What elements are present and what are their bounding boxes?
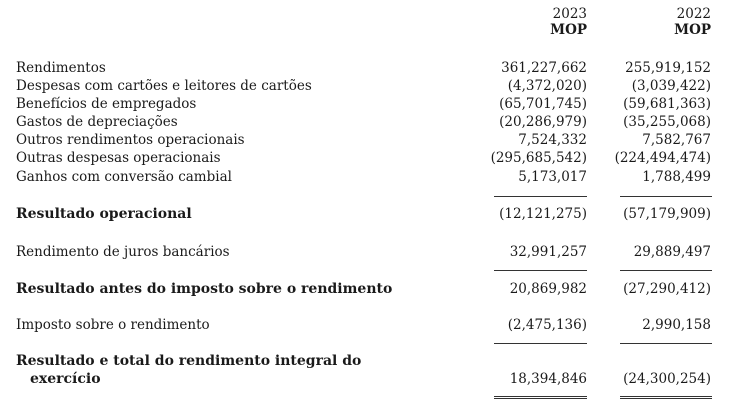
value-2023: 361,227,662 [501,60,587,76]
value-2023: 5,173,017 [518,169,587,185]
value-2023: 32,991,257 [509,244,587,260]
currency-header: MOP [550,22,587,38]
row-label: Gastos de depreciações [16,114,178,130]
value-2023: (4,372,020) [507,78,587,94]
table-row [0,243,729,261]
value-2023: (65,701,745) [499,96,587,112]
table-row [0,59,729,77]
row-label: Rendimentos [16,60,106,76]
year-header: 2022 [676,6,711,22]
value-2023: (20,286,979) [499,114,587,130]
column-header-2022 [674,6,711,38]
total-result-row [0,370,729,388]
subtotal-rule [494,196,587,197]
value-2022: (59,681,363) [623,96,711,112]
total-double-rule [494,396,587,399]
value-2022: (27,290,412) [623,281,711,297]
value-2022: 2,990,158 [642,317,711,333]
subtotal-rule [494,270,587,271]
value-2022: (35,255,068) [623,114,711,130]
value-2022: (3,039,422) [631,78,711,94]
value-2022: 1,788,499 [642,169,711,185]
table-row [0,168,729,186]
value-2022: 255,919,152 [625,60,711,76]
row-label: Resultado e total do rendimento integral do [16,353,362,369]
value-2023: (295,685,542) [490,150,587,166]
row-label: Despesas com cartões e leitores de cartões [16,78,312,94]
table-row [0,113,729,131]
value-2023: 7,524,332 [518,132,587,148]
value-2023: 20,869,982 [509,281,587,297]
table-row [0,131,729,149]
table-row [0,95,729,113]
total-result-label-row [0,352,729,370]
table-row [0,77,729,95]
total-double-rule [620,396,712,399]
subtotal-rule [620,343,712,344]
row-label: Ganhos com conversão cambial [16,169,232,185]
table-row [0,316,729,334]
year-header: 2023 [552,6,587,22]
value-2022: (24,300,254) [623,371,711,387]
value-2023: (2,475,136) [507,317,587,333]
operating-result-row [0,205,729,223]
row-label: Outros rendimentos operacionais [16,132,245,148]
row-label-continued: exercício [30,371,101,387]
row-label: Imposto sobre o rendimento [16,317,210,333]
value-2022: 7,582,767 [642,132,711,148]
row-label: Resultado antes do imposto sobre o rendimento [16,281,393,297]
row-label: Rendimento de juros bancários [16,244,230,260]
value-2023: (12,121,275) [499,206,587,222]
value-2022: 29,889,497 [633,244,711,260]
table-row [0,149,729,167]
subtotal-rule [620,270,712,271]
row-label: Outras despesas operacionais [16,150,221,166]
value-2023: 18,394,846 [509,371,587,387]
value-2022: (57,179,909) [623,206,711,222]
subtotal-rule [620,196,712,197]
column-header-2023 [550,6,587,38]
row-label: Resultado operacional [16,206,192,222]
currency-header: MOP [674,22,711,38]
row-label: Benefícios de empregados [16,96,197,112]
subtotal-rule [494,343,587,344]
pre-tax-result-row [0,280,729,298]
value-2022: (224,494,474) [614,150,711,166]
